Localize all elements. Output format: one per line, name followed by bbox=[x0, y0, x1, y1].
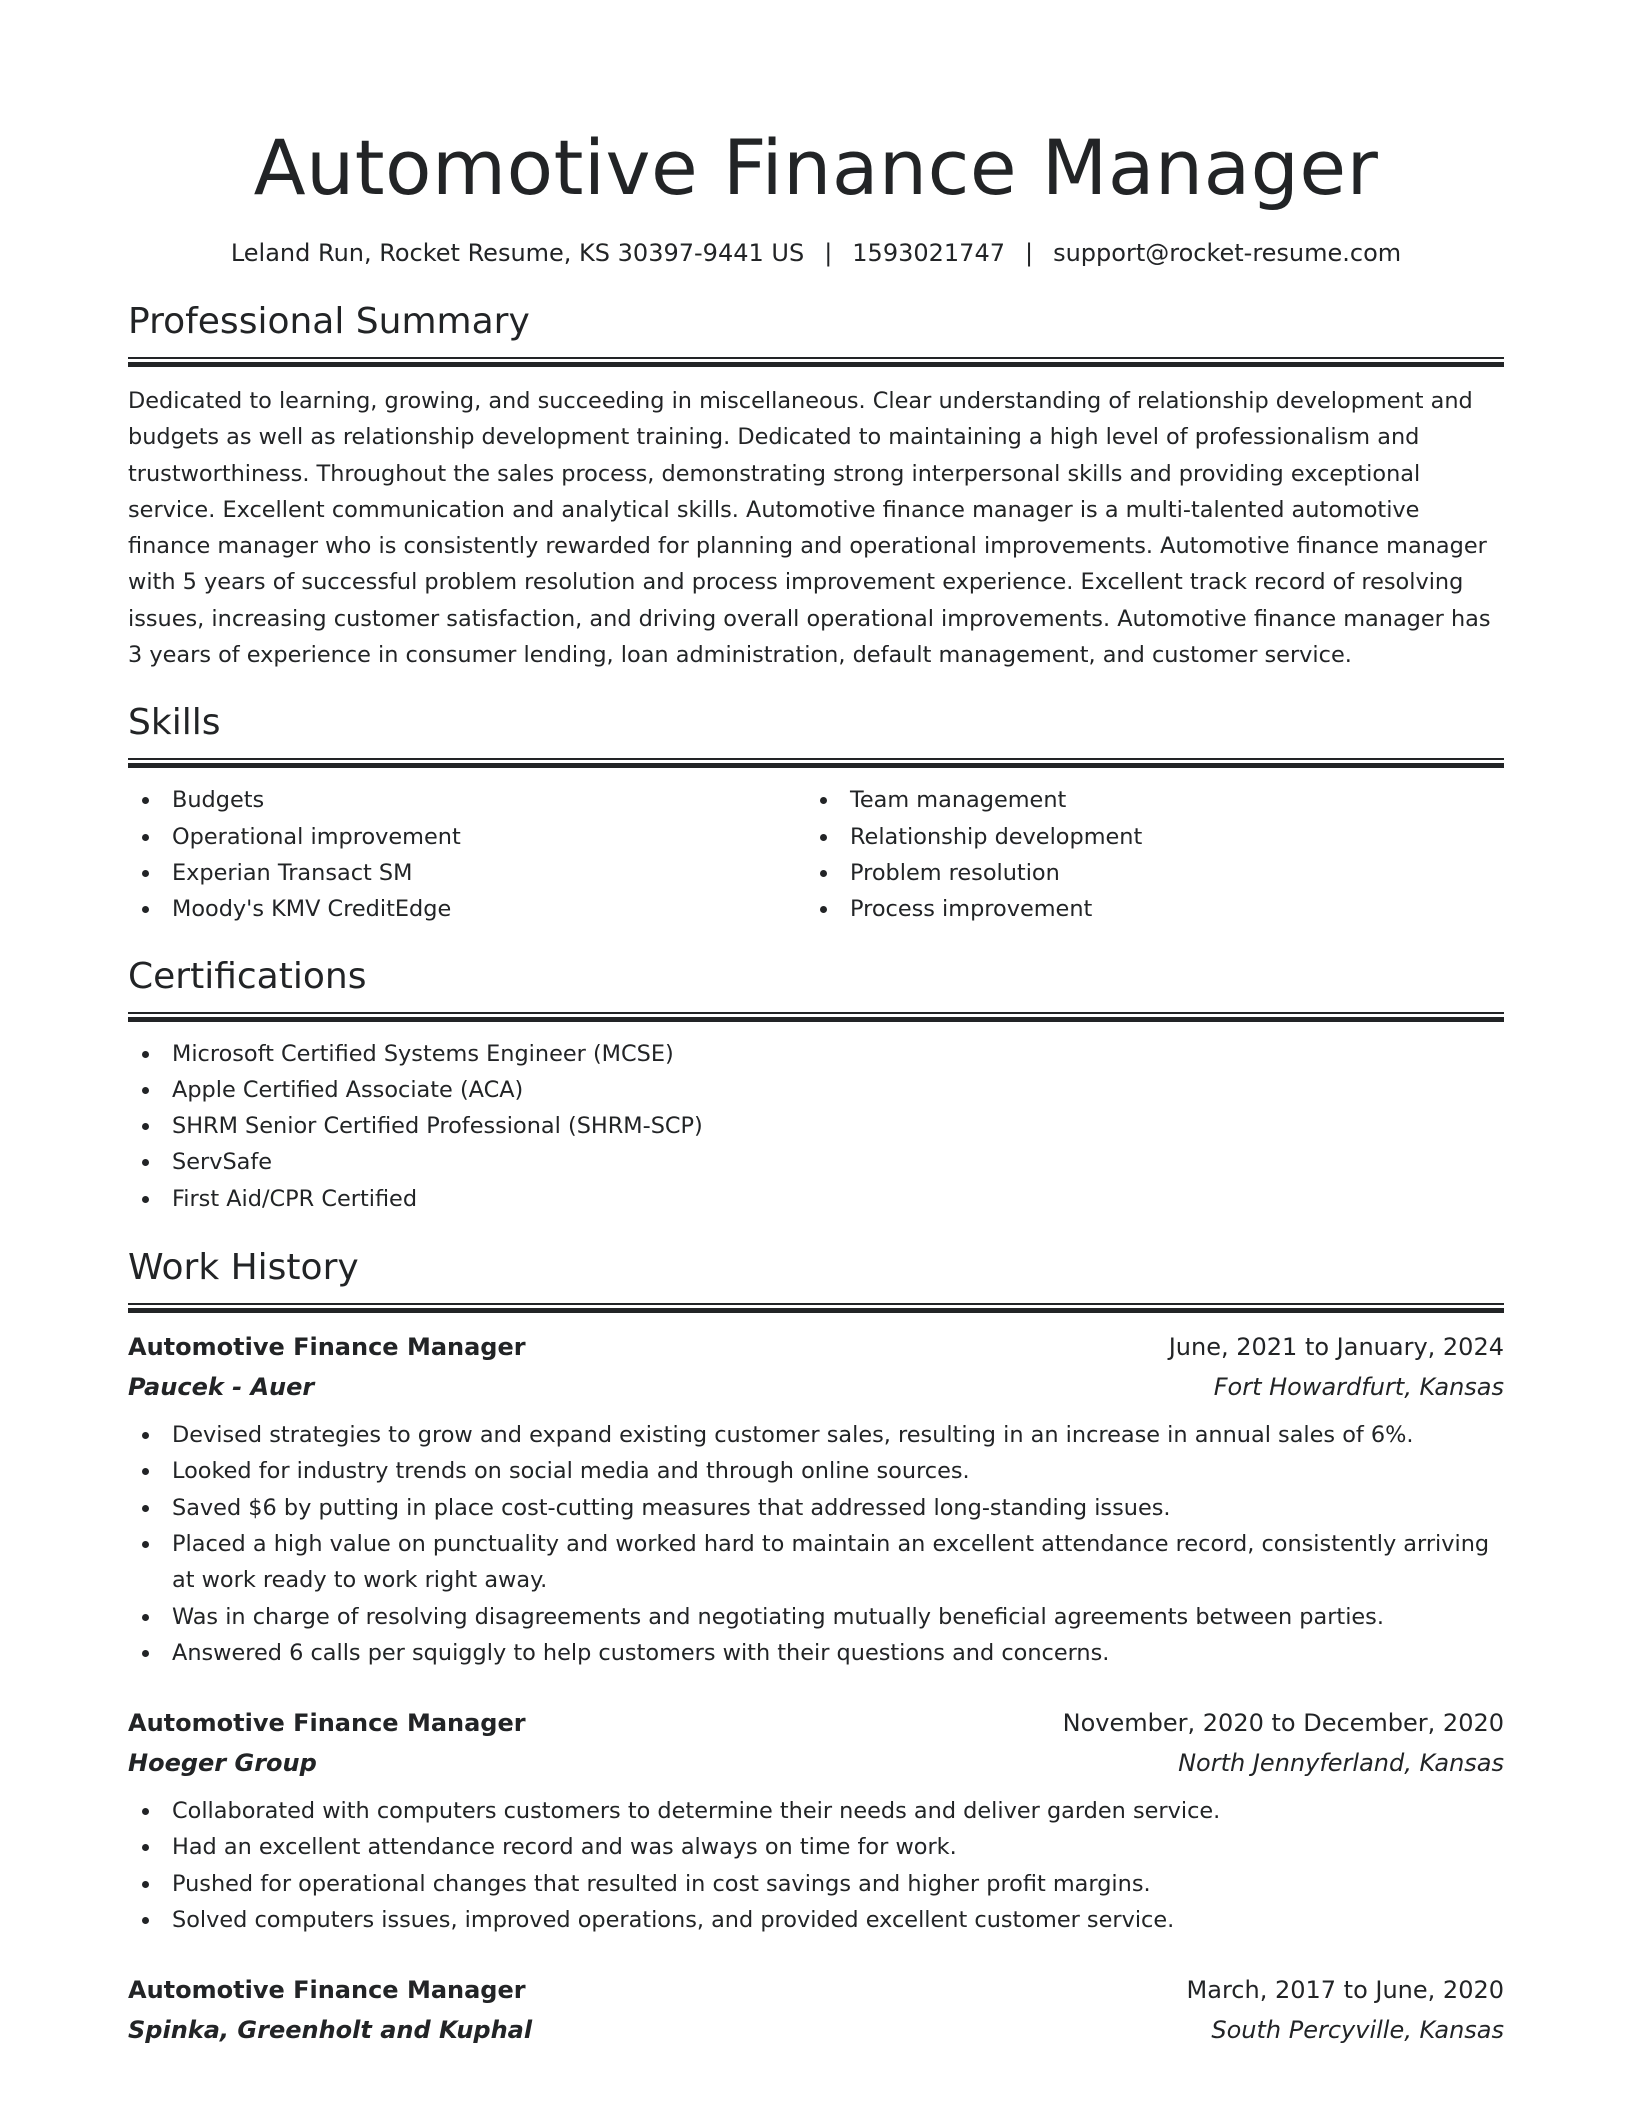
certifications-section bbox=[128, 954, 1504, 1217]
skill-item: Problem resolution bbox=[806, 855, 1484, 891]
job-entry bbox=[128, 1970, 1504, 2050]
job-header bbox=[128, 1970, 1504, 2010]
job-entry bbox=[128, 1327, 1504, 1671]
certification-item: First Aid/CPR Certified bbox=[128, 1181, 1504, 1217]
job-bullet: Collaborated with computers customers to determine their needs and deliver garden service. bbox=[128, 1793, 1504, 1829]
job-company: Spinka, Greenholt and Kuphal bbox=[128, 2016, 533, 2045]
job-bullet: Solved computers issues, improved operations, and provided excellent customer service. bbox=[128, 1902, 1504, 1938]
skills-list-right bbox=[806, 782, 1484, 927]
job-company: Hoeger Group bbox=[128, 1749, 317, 1778]
resume-name: Automotive Finance Manager bbox=[253, 123, 1379, 212]
job-subheader bbox=[128, 1743, 1504, 1783]
job-dates: November, 2020 to December, 2020 bbox=[1062, 1709, 1504, 1738]
job-dates: June, 2021 to January, 2024 bbox=[1168, 1333, 1504, 1362]
certifications-list bbox=[128, 1036, 1504, 1217]
skills-column-left bbox=[128, 782, 806, 927]
job-subheader bbox=[128, 2010, 1504, 2050]
resume-page bbox=[128, 0, 1504, 2050]
skill-item: Moody's KMV CreditEdge bbox=[128, 891, 806, 927]
certification-item: ServSafe bbox=[128, 1144, 1504, 1180]
section-divider bbox=[128, 758, 1504, 768]
contact-email[interactable]: support@rocket-resume.com bbox=[1053, 239, 1402, 267]
section-divider bbox=[128, 357, 1504, 367]
contact-separator: | bbox=[824, 239, 833, 267]
section-title-certifications: Certifications bbox=[128, 955, 367, 997]
contact-separator: | bbox=[1024, 239, 1034, 267]
job-bullet: Looked for industry trends on social media and through online sources. bbox=[128, 1453, 1504, 1489]
section-title-skills: Skills bbox=[128, 702, 221, 744]
section-divider bbox=[128, 1012, 1504, 1022]
job-bullets bbox=[128, 1417, 1504, 1671]
skill-item: Team management bbox=[806, 782, 1484, 818]
contact-address: Leland Run, Rocket Resume, KS 30397-9441 US bbox=[230, 239, 805, 267]
section-divider bbox=[128, 1303, 1504, 1313]
contact-line bbox=[128, 238, 1504, 268]
job-location: Fort Howardfurt, Kansas bbox=[1213, 1373, 1504, 1402]
work-history-section bbox=[128, 1245, 1504, 2050]
skills-section bbox=[128, 700, 1504, 927]
job-entry bbox=[128, 1703, 1504, 1938]
summary-section bbox=[128, 299, 1504, 673]
job-bullet: Had an excellent attendance record and was always on time for work. bbox=[128, 1829, 1504, 1865]
job-company: Paucek - Auer bbox=[128, 1373, 315, 1402]
job-header bbox=[128, 1703, 1504, 1743]
job-bullet: Was in charge of resolving disagreements and negotiating mutually beneficial agreements between parties. bbox=[128, 1599, 1504, 1635]
job-bullet: Answered 6 calls per squiggly to help customers with their questions and concerns. bbox=[128, 1635, 1504, 1671]
skills-column-right bbox=[806, 782, 1484, 927]
skill-item: Operational improvement bbox=[128, 819, 806, 855]
job-bullet: Devised strategies to grow and expand existing customer sales, resulting in an increase in annual sales of 6%. bbox=[128, 1417, 1504, 1453]
certification-item: Apple Certified Associate (ACA) bbox=[128, 1072, 1504, 1108]
certification-item: Microsoft Certified Systems Engineer (MCSE) bbox=[128, 1036, 1504, 1072]
skills-grid bbox=[128, 782, 1504, 927]
contact-phone: 1593021747 bbox=[852, 239, 1005, 267]
skills-list-left bbox=[128, 782, 806, 927]
job-bullet: Pushed for operational changes that resulted in cost savings and higher profit margins. bbox=[128, 1866, 1504, 1902]
job-bullet: Saved $6 by putting in place cost-cutting measures that addressed long-standing issues. bbox=[128, 1490, 1504, 1526]
job-title: Automotive Finance Manager bbox=[128, 1333, 526, 1362]
section-title-work-history: Work History bbox=[128, 1247, 359, 1289]
skill-item: Relationship development bbox=[806, 819, 1484, 855]
skill-item: Experian Transact SM bbox=[128, 855, 806, 891]
job-bullet: Placed a high value on punctuality and worked hard to maintain an excellent attendance record, consistently arriving at work ready to work right away. bbox=[128, 1526, 1504, 1599]
summary-text: Dedicated to learning, growing, and succeeding in miscellaneous. Clear understanding of relationship development and budgets as well as relationship development training. Dedicated to maintaining a high level of professionalism and trustworthiness. Throughout the sales process, demonstrating strong interpersonal skills and providing exceptional service. Excellent communication and analytical skills. Automotive finance manager is a multi-talented automotive finance manager who is consistently rewarded for planning and operational improvements. Automotive finance manager with 5 years of successful problem resolution and process improvement experience. Excellent track record of resolving issues, increasing customer satisfaction, and driving overall operational improvements. Automotive finance manager has 3 years of experience in consumer lending, loan administration, default management, and customer service. bbox=[128, 388, 1491, 669]
job-location: North Jennyferland, Kansas bbox=[1178, 1749, 1504, 1778]
job-subheader bbox=[128, 1367, 1504, 1407]
job-title: Automotive Finance Manager bbox=[128, 1976, 526, 2005]
certification-item: SHRM Senior Certified Professional (SHRM-SCP) bbox=[128, 1108, 1504, 1144]
job-title: Automotive Finance Manager bbox=[128, 1709, 526, 1738]
section-title-summary: Professional Summary bbox=[128, 301, 530, 342]
job-header bbox=[128, 1327, 1504, 1367]
skill-item: Process improvement bbox=[806, 891, 1484, 927]
job-bullets bbox=[128, 1793, 1504, 1938]
job-dates: March, 2017 to June, 2020 bbox=[1186, 1976, 1504, 2005]
job-location: South Percyville, Kansas bbox=[1211, 2016, 1504, 2045]
skill-item: Budgets bbox=[128, 782, 806, 818]
